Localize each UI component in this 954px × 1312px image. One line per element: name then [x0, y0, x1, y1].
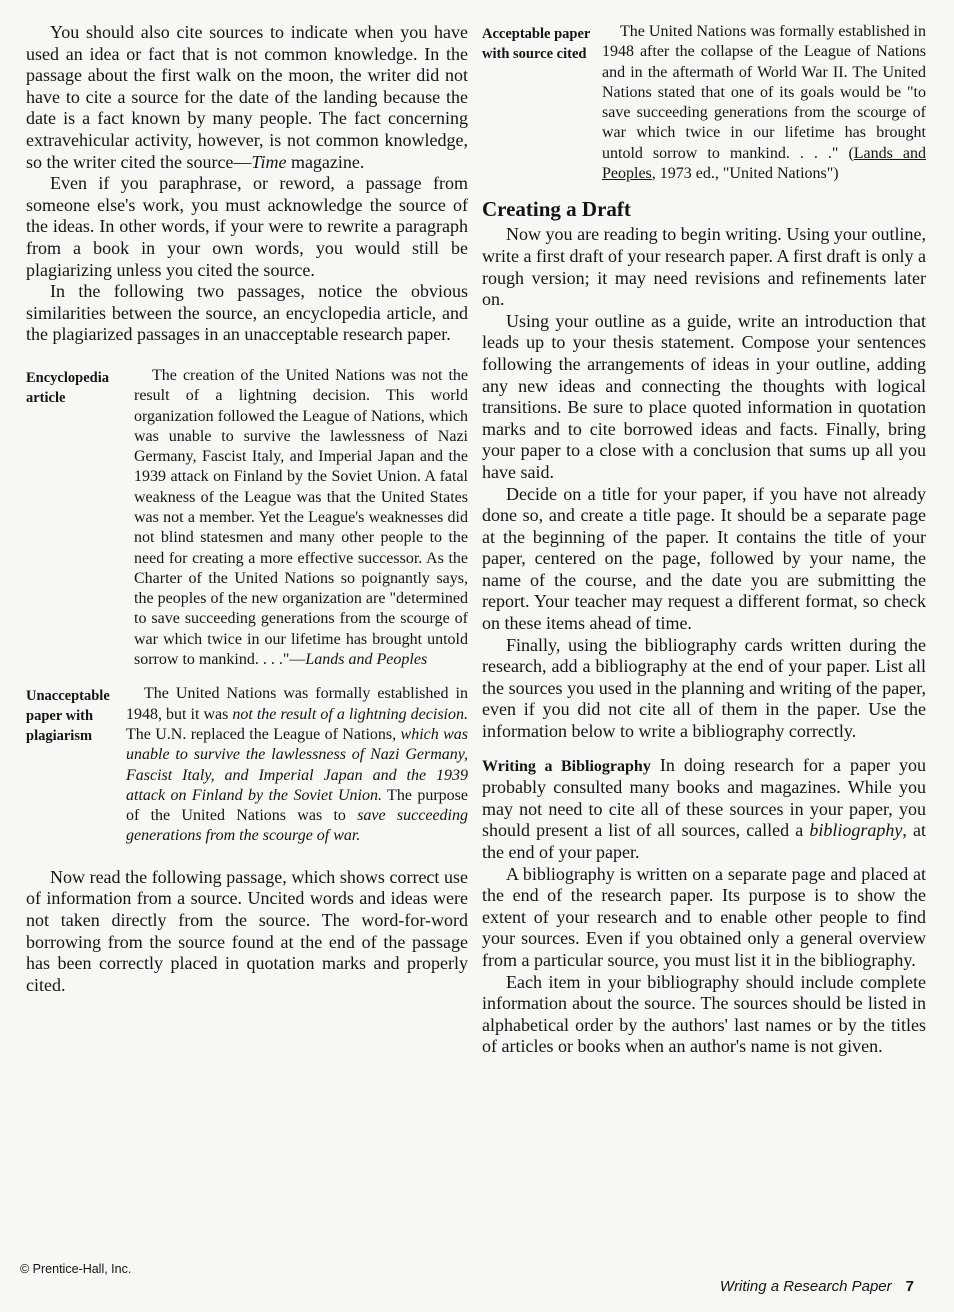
acceptable-label: Acceptable paper with source cited — [482, 26, 591, 62]
encyclopedia-block — [26, 366, 468, 670]
encyclopedia-label: Encyclopedia article — [26, 369, 109, 406]
publisher-credit: © Prentice-Hall, Inc. — [20, 1262, 132, 1276]
unacceptable-block — [26, 684, 468, 846]
paragraph-outline: Using your outline as a guide, write an introduction that leads up to your thesis statement. Compose your sentences following the arrangements of ideas in your outline, adding any new ideas and connecting the thoughts with logical transitions. Be sure to place quoted information in quotation marks and to cite borrowed ideas and facts. Finally, bring your paper to a close with a conclusion that sums up all you have said. — [482, 310, 926, 482]
unacceptable-label: Unacceptable paper with plagiarism — [26, 688, 110, 745]
page-footer — [720, 1278, 914, 1295]
paragraph-similarities: In the following two passages, notice the obvious similarities between the source, an encyclopedia article, and the plagiarized passages in an unacceptable research paper. — [26, 281, 468, 345]
paragraph-title-page: Decide on a title for your paper, if you have not already done so, and create a title page. It should be a separate page at the beginning of the paper. It contains the title of your paper, centered on the page, followed by your name, the name of the course, and the date you are submitting the report. Your teacher may request a different format, so check on these items ahead of time. — [482, 483, 926, 634]
paragraph-draft-intro: Now you are reading to begin writing. Using your outline, write a first draft of your research paper. A first draft is only a rough version; it may need revisions and refinements later on. — [482, 224, 926, 310]
encyclopedia-text: The creation of the United Nations was not the result of a lightning decision. This world organization followed the League of Nations, which was unable to survive the lawlessness of Nazi Germany, Fascist Italy, and Imperial Japan and the 1939 attack on Finland by the Soviet Union. A fatal weakness of the League was that the United States was not a member. Yet the League's weaknesses did not blind statesmen and many other people to the need for creating a more effective successor. As the Charter of the United Nations so poignantly says, the peoples of the new organization are "determined to save succeeding generations from the scourge of war which twice in our lifetime has brought untold sorrow to mankind. . . ."—Lands and Peoples — [134, 366, 468, 669]
paragraph-writing-bibliography: Writing a Bibliography In doing research for a paper you probably consulted many books and magazines. While you may not need to cite all of these sources in your paper, you should present a list of all sources, called a bibliography, at the end of your paper. — [482, 754, 927, 862]
acceptable-text: The United Nations was formally established in 1948 after the collapse of the League of Nations and in the aftermath of World War II. The United Nations stated that one of its goals would be "to save succeeding generations from the scourge of war which twice in our lifetime has brought untold sorrow to mankind. . . ." (Lands and Peoples, 1973 ed., "United Nations") — [602, 23, 927, 183]
paragraph-common-knowledge: You should also cite sources to indicate when you have used an idea or fact that is not common knowledge. In the passage about the first walk on the moon, the writer did not have to cite a source for the date of the landing because the date is a fact known by many people. The fact concerning extravehicular activity, however, is not common knowledge, so the writer cited the source—Time magazine. — [26, 22, 468, 172]
paragraph-bibliography-items: Each item in your bibliography should include complete information about the source. The sources should be listed in alphabetical order by the authors' last names or by the titles of articles or books when an author's name is not given. — [482, 971, 926, 1057]
right-column — [482, 22, 926, 1058]
runin-heading: Writing a Bibliography — [482, 757, 651, 775]
section-heading: Creating a Draft — [482, 197, 631, 222]
paragraph-bibliography-cards: Finally, using the bibliography cards written during the research, add a bibliography at the end of your paper. List all the sources you used in the planning and writing of the paper, even if you did not cite all of them in the paper. Use the information below to write a bibliography correctly. — [482, 634, 926, 742]
left-column — [26, 22, 468, 996]
unacceptable-text: The United Nations was formally established in 1948, but it was not the result of a lightning decision. The U.N. replaced the League of Nations, which was unable to survive the lawlessness of Nazi Germany, Fascist Italy, and Imperial Japan and the 1939 attack on Finland by the Soviet Union. The purpose of the United Nations was to save succeeding generations from the scourge of war. — [126, 685, 469, 845]
acceptable-block — [482, 22, 926, 184]
paragraph-paraphrase: Even if you paraphrase, or reword, a passage from someone else's work, you must acknowledge the source of the ideas. In other words, if your were to rewrite a paragraph from a book in your own words, you would still be plagiarizing unless you cited the source. — [26, 173, 468, 280]
paragraph-correct-use: Now read the following passage, which shows correct use of information from a source. Uncited words and ideas were not taken directly from the source. The word-for-word borrowing from the source found at the end of the passage has been correctly placed in quotation marks and properly cited. — [26, 866, 468, 995]
paragraph-bibliography-purpose: A bibliography is written on a separate page and placed at the end of the research paper. Its purpose is to show the extent of your research and to enable other people to find your sources. Even if you obtained only a general overview from a particular source, you must list it in the bibliography. — [482, 863, 926, 970]
footer-title: Writing a Research Paper — [719, 1278, 892, 1295]
page-number: 7 — [905, 1278, 914, 1295]
